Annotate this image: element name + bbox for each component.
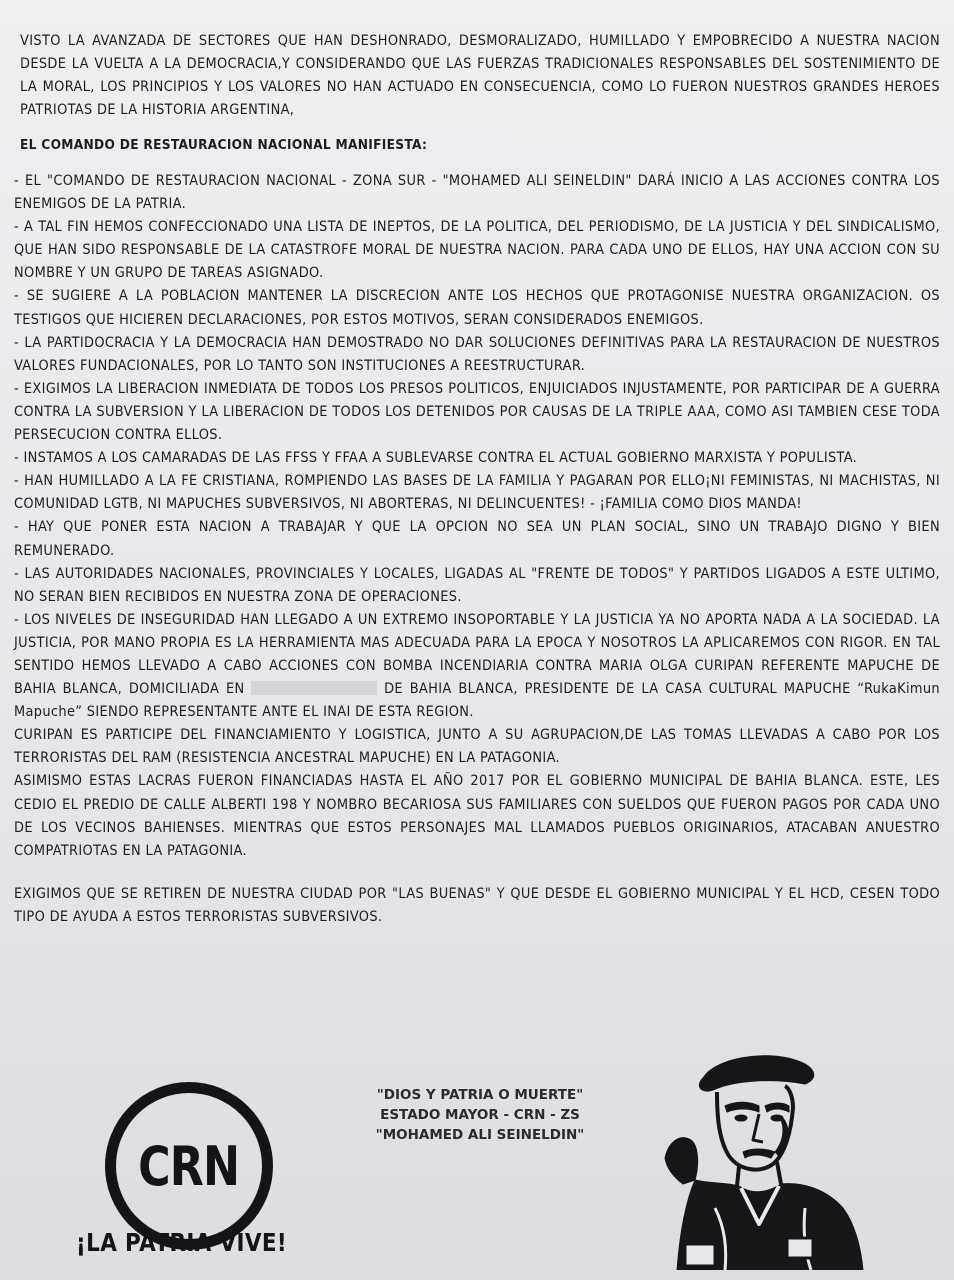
manifesto-item: - HAY QUE PONER ESTA NACION A TRABAJAR Y QUE LA OPCION NO SEA UN PLAN SOCIAL, SINO UN TRABAJO DIGNO Y BIEN REMUNERADO. xyxy=(14,519,940,559)
manifesto-item: - LA PARTIDOCRACIA Y LA DEMOCRACIA HAN DEMOSTRADO NO DAR SOLUCIONES DEFINITIVAS PARA LA RESTAURACION DE NUESTROS VALORES FUNDACIONALES, POR LO TANTO SON INSTITUCIONES A REESTRUCTURAR. xyxy=(14,334,940,374)
redacted-address xyxy=(251,681,377,695)
logo-ring xyxy=(105,1082,273,1250)
manifesto-item: - SE SUGIERE A LA POBLACION MANTENER LA DISCRECION ANTE LOS HECHOS QUE PROTAGONISE NUESTRA ORGANIZACION. OS TESTIGOS QUE HICIEREN DECLARACIONES, POR ESTOS MOTIVOS, SERAN CONSIDERADOS ENEMIGOS. xyxy=(14,288,940,328)
manifesto-item: - A TAL FIN HEMOS CONFECCIONADO UNA LISTA DE INEPTOS, DE LA POLITICA, DEL PERIODISMO, DE LA JUSTICIA Y DEL SINDICALISMO, QUE HAN SIDO RESPONSABLE DE LA CATASTROFE MORAL DE NUESTRA NACION. PARA CADA UNO DE ELLOS, HAY UNA ACCION CON SU NOMBRE Y UN GRUPO DE TAREAS ASIGNADO. xyxy=(14,219,940,282)
signature-line: "MOHAMED ALI SEINELDIN" xyxy=(375,1127,585,1143)
manifesto-item: - EL "COMANDO DE RESTAURACION NACIONAL - ZONA SUR - "MOHAMED ALI SEINELDIN" DARÁ INICIO A LAS ACCIONES CONTRA LOS ENEMIGOS DE LA PATRIA. xyxy=(14,173,940,213)
signature-block xyxy=(360,1085,600,1145)
incident-text-before: - LOS NIVELES DE INSEGURIDAD HAN LLEGADO A UN EXTREMO INSOPORTABLE Y LA JUSTICIA YA NO APORTA NADA A LA SOCIEDAD. LA JUSTICIA, POR MANO PROPIA ES LA HERRAMIENTA MAS ADECUADA PARA LA EPOCA Y NOSOTROS LA APLICAREMOS CON RIGOR. EN TAL SENTIDO HEMOS LLEVADO A CABO ACCIONES CON BOMBA INCENDIARIA CONTRA MARIA OLGA CURIPAN REFERENTE MAPUCHE DE BAHIA BLANCA, DOMICILIADA EN xyxy=(14,611,940,698)
manifesto-item: - INSTAMOS A LOS CAMARADAS DE LAS FFSS Y FFAA A SUBLEVARSE CONTRA EL ACTUAL GOBIERNO MARXISTA Y POPULISTA. xyxy=(14,450,858,467)
manifesto-item: - HAN HUMILLADO A LA FE CRISTIANA, ROMPIENDO LAS BASES DE LA FAMILIA Y PAGARAN POR ELLO¡NI FEMINISTAS, NI MACHISTAS, NI COMUNIDAD LGTB, NI MAPUCHES SUBVERSIVOS, NI ABORTERAS, NI DELINCUENTES! - ¡FAMILIA COMO DIOS MANDA! xyxy=(14,473,940,513)
manifesto-heading: EL COMANDO DE RESTAURACION NACIONAL MANIFIESTA: xyxy=(20,137,428,153)
intro-paragraph: VISTO LA AVANZADA DE SECTORES QUE HAN DESHONRADO, DESMORALIZADO, HUMILLADO Y EMPOBRECIDO A NUESTRA NACION DESDE LA VUELTA A LA DEMOCRACIA,Y CONSIDERANDO QUE LAS FUERZAS TRADICIONALES RESPONSABLES DEL SOSTENIMIENTO DE LA MORAL, LOS PRINCIPIOS Y LOS VALORES NO HAN ACTUADO EN CONSECUENCIA, COMO LO FUERON NUESTROS GRANDES HEROES PATRIOTAS DE LA HISTORIA ARGENTINA, xyxy=(20,33,940,118)
incident-paragraph xyxy=(14,609,940,724)
signature-line: ESTADO MAYOR - CRN - ZS xyxy=(380,1107,580,1123)
municipal-paragraph: ASIMISMO ESTAS LACRAS FUERON FINANCIADAS HASTA EL AÑO 2017 POR EL GOBIERNO MUNICIPAL DE BAHIA BLANCA. ESTE, LES CEDIO EL PREDIO DE CALLE ALBERTI 198 Y NOMBRO BECARIOSA SUS FAMILIARES CON SUELDOS QUE FUERON PAGOS POR CADA UNO DE LOS VECINOS BAHIENSES. MIENTRAS QUE ESTOS PERSONAJES MAL LLAMADOS PUEBLOS ORIGINARIOS, ATACABAN ANUESTRO COMPATRIOTAS EN LA PATAGONIA. xyxy=(14,773,940,859)
flyer-body xyxy=(14,30,940,929)
signature-line: "DIOS Y PATRIA O MUERTE" xyxy=(376,1087,584,1103)
motto-text: ¡LA PATRIA VIVE! xyxy=(76,1228,288,1257)
financing-paragraph: CURIPAN ES PARTICIPE DEL FINANCIAMIENTO Y LOGISTICA, JUNTO A SU AGRUPACION,DE LAS TOMAS LLEVADAS A CABO POR LOS TERRORISTAS DEL RAM (RESISTENCIA ANCESTRAL MAPUCHE) EN LA PATAGONIA. xyxy=(14,727,940,767)
closing-paragraph: EXIGIMOS QUE SE RETIREN DE NUESTRA CIUDAD POR "LAS BUENAS" Y QUE DESDE EL GOBIERNO MUNICIPAL Y EL HCD, CESEN TODO TIPO DE AYUDA A ESTOS TERRORISTAS SUBVERSIVOS. xyxy=(14,885,940,925)
logo-text: CRN xyxy=(138,1134,240,1198)
portrait-illustration-icon xyxy=(655,1048,881,1270)
manifesto-item: - LAS AUTORIDADES NACIONALES, PROVINCIALES Y LOCALES, LIGADAS AL "FRENTE DE TODOS" Y PARTIDOS LIGADOS A ESTE ULTIMO, NO SERAN BIEN RECIBIDOS EN NUESTRA ZONA DE OPERACIONES. xyxy=(14,565,940,605)
manifesto-item: - EXIGIMOS LA LIBERACION INMEDIATA DE TODOS LOS PRESOS POLITICOS, ENJUICIADOS INJUSTAMENTE, POR PARTICIPAR DE A GUERRA CONTRA LA SUBVERSION Y LA LIBERACION DE TODOS LOS DETENIDOS POR CAUSAS DE LA TRIPLE AAA, COMO ASI TAMBIEN CESE TODA PERSECUCION CONTRA ELLOS. xyxy=(14,380,940,444)
incident-text-after: DE BAHIA BLANCA, PRESIDENTE DE LA CASA CULTURAL MAPUCHE “RukaKimun Mapuche” SIENDO REPRESENTANTE ANTE EL INAI DE ESTA REGION. xyxy=(14,681,940,721)
